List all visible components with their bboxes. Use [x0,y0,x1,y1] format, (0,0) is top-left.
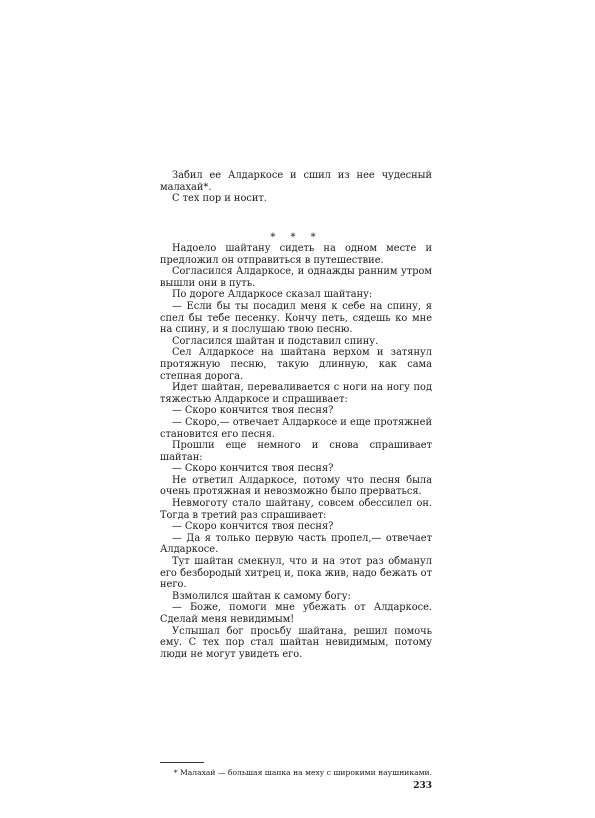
paragraph: Взмолился шайтан к самому богу: [172,590,351,602]
paragraph: По дороге Алдаркосе сказал шайтану: [172,289,373,301]
main-text-block [160,243,432,660]
paragraph: — Скоро кончится твоя песня? [172,405,334,417]
paragraph: Надоело шайтану сидеть на одном месте и предложил он отправиться в путешествие. [160,243,432,266]
paragraph: — Скоро,— отвечает Алдаркосе и еще протяжней становится его песня. [160,416,432,440]
paragraph: — Скоро кончится твоя песня? [172,521,334,533]
paragraph: Не ответил Алдаркосе, потому что песня была очень протяжная и невозможно было прерваться. [160,474,432,498]
page-number: 233 [413,781,432,791]
paragraph: Согласился Алдаркосе, и однажды ранним утром вышли они в путь. [160,266,432,289]
top-text-block [160,170,432,205]
paragraph: Забил ее Алдаркосе и сшил из нее чудесный малахай*. [160,170,432,193]
paragraph: Тут шайтан смекнул, что и на этот раз обманул его безбородый хитрец и, пока жив, надо бежать от него. [160,556,432,591]
paragraph: Прошли еще немного и снова спрашивает шайтан: [160,440,432,463]
paragraph: — Скоро кончится твоя песня? [172,463,334,475]
paragraph: — Боже, помоги мне убежать от Алдаркосе. Сделай меня невидимым! [160,602,432,625]
paragraph: Сел Алдаркосе на шайтана верхом и затянул протяжную песню, такую длинную, как сама степная дорога. [160,347,432,382]
paragraph: — Да я только первую часть пропел,— отвечает Алдаркосе. [160,532,432,556]
paragraph: — Если бы ты посадил меня к себе на спину, я спел бы тебе песенку. Кончу петь, сядешь ко мне на спину, и я послушаю твою песню. [160,300,432,336]
paragraph: Услышал бог просьбу шайтана, решил помочь ему. С тех пор стал шайтан невидимым, потому люди не могут увидеть его. [160,625,432,660]
footnote-divider [160,762,204,763]
paragraph: Идет шайтан, переваливается с ноги на ногу под тяжестью Алдаркосе и спрашивает: [160,382,432,405]
paragraph: Согласился шайтан и подставил спину. [172,335,379,347]
paragraph: С тех пор и носит. [172,193,267,205]
section-separator: * * * [270,232,322,243]
paragraph: Невмоготу стало шайтану, совсем обессилел он. Тогда в третий раз спрашивает: [160,498,432,521]
footnote: * Малахай — большая шапка на меху с широкими наушниками. [173,768,432,777]
